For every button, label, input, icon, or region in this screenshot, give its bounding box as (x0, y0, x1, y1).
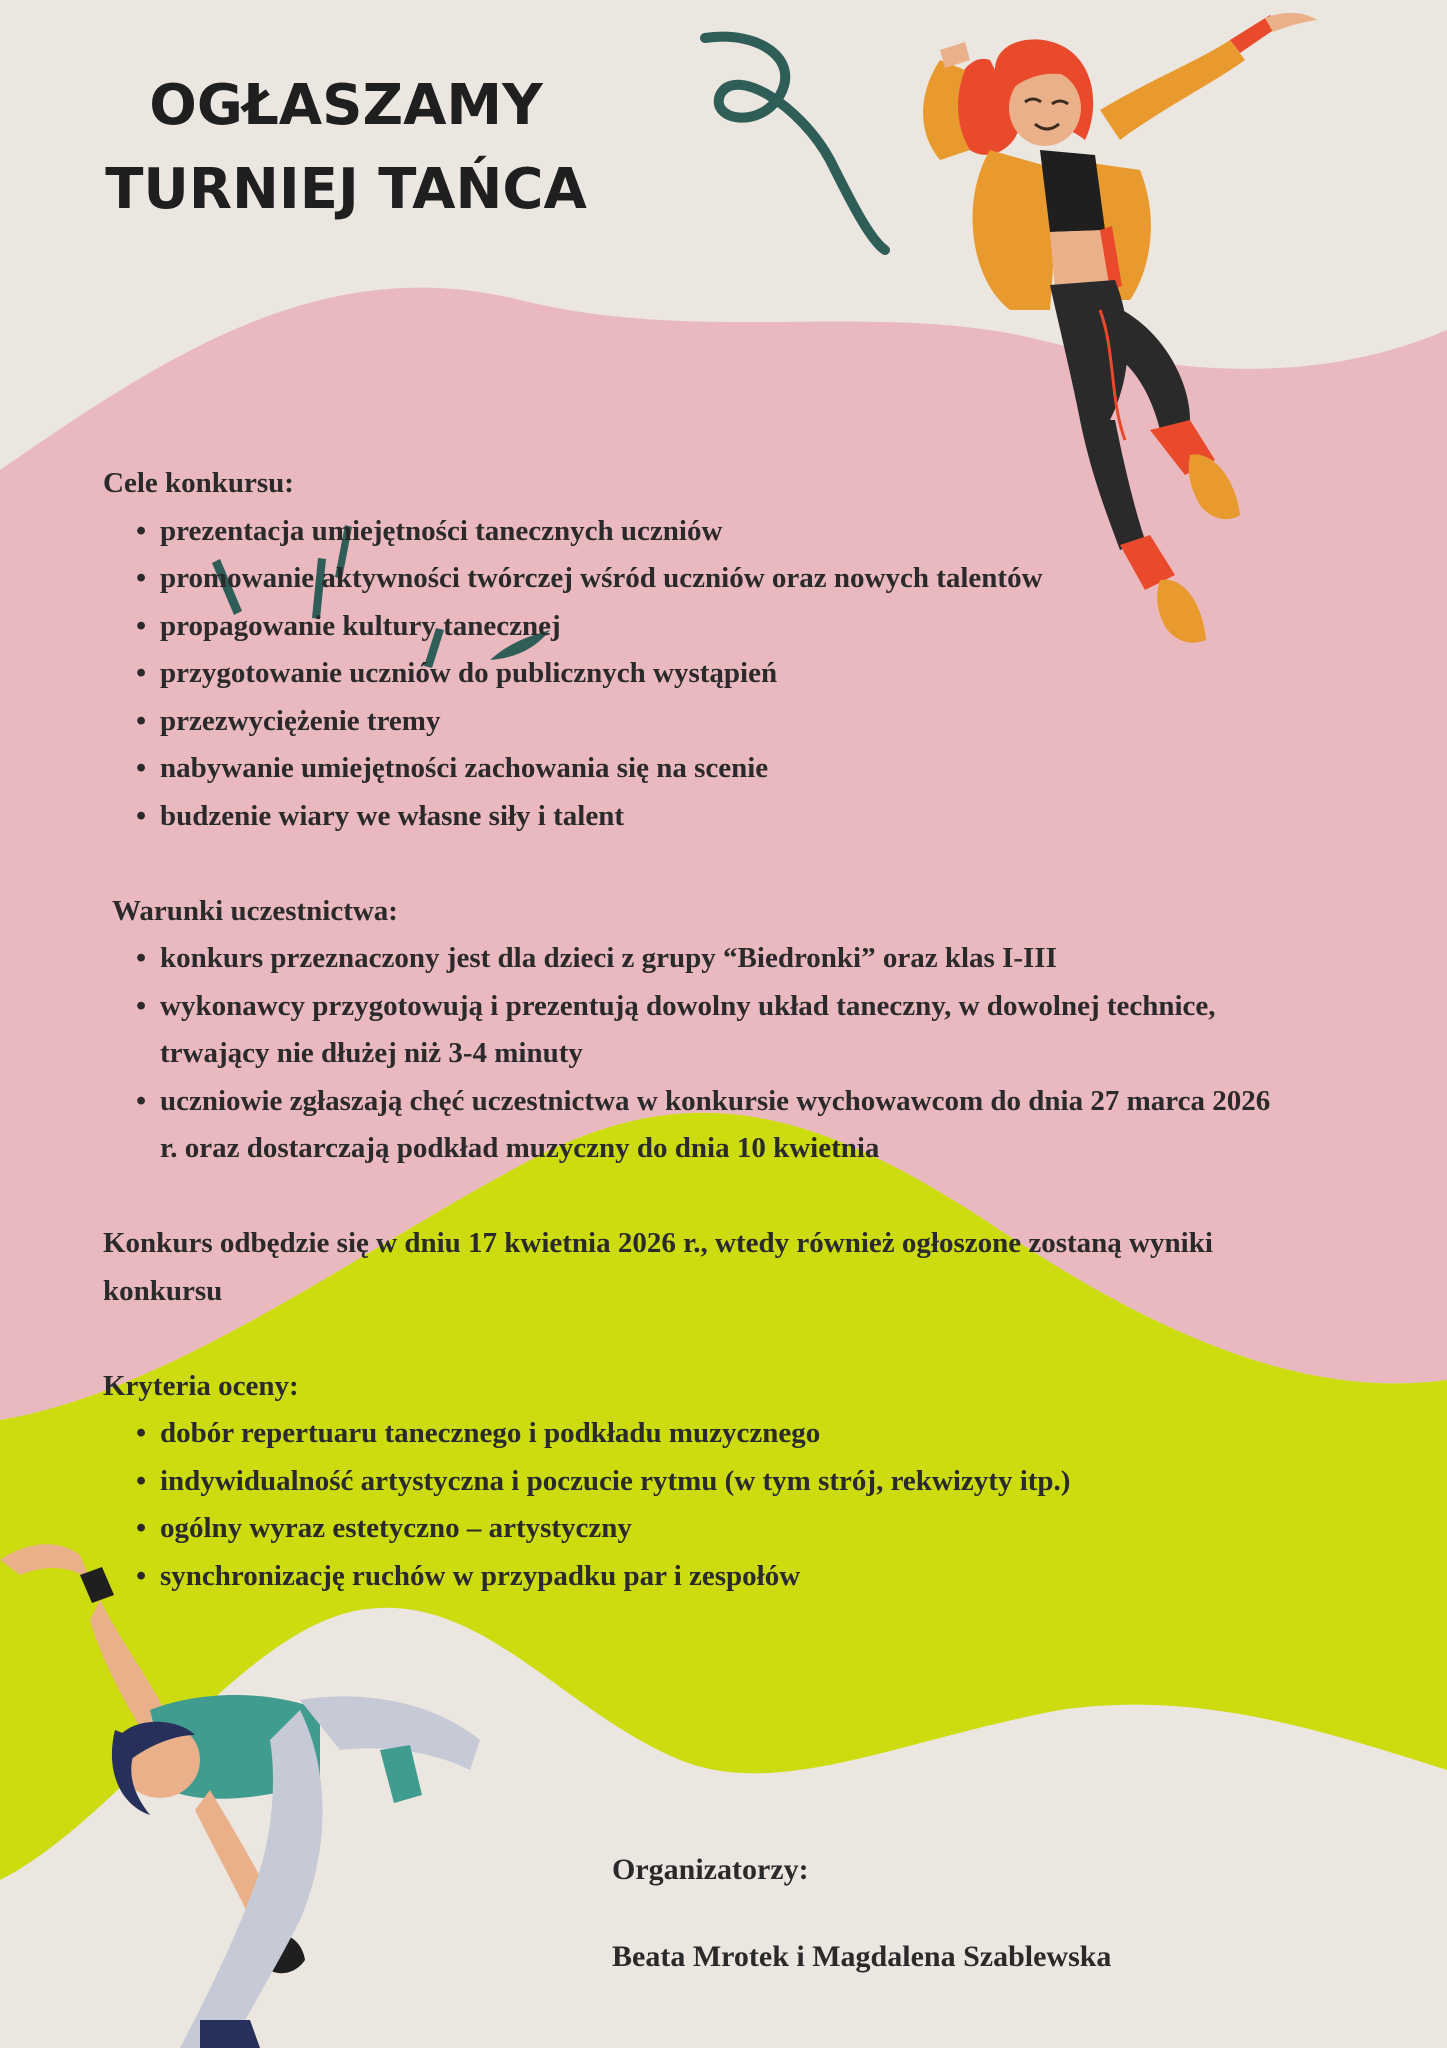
spacer (103, 1315, 1363, 1363)
goals-list-item: • propagowanie kultury tanecznej (160, 603, 1363, 651)
criteria-list-item: • dobór repertuaru tanecznego i podkładu muzycznego (160, 1410, 1363, 1458)
criteria-list-item: • ogólny wyraz estetyczno – artystyczny (160, 1505, 1363, 1553)
organizers-label: Organizatorzy: (612, 1853, 809, 1886)
event-date-note: Konkurs odbędzie się w dniu 17 kwietnia 2026 r., wtedy również ogłoszone zostaną wyniki konkursu (103, 1227, 1213, 1307)
announcement-content (103, 460, 1363, 1600)
title-line-1: OGŁASZAMY (149, 73, 543, 138)
conditions-list-item: • uczniowie zgłaszają chęć uczestnictwa w konkursie wychowawcom do dnia 27 marca 2026 r. oraz dostarczają podkład muzyczny do dnia 10 kwietnia (160, 1078, 1280, 1173)
goals-list-item: • przezwyciężenie tremy (160, 698, 1363, 746)
goals-list-item: • prezentacja umiejętności tanecznych uczniów (160, 508, 1363, 556)
criteria-list-item: • indywidualność artystyczna i poczucie rytmu (w tym strój, rekwizyty itp.) (160, 1458, 1363, 1506)
conditions-list-item: • konkurs przeznaczony jest dla dzieci z grupy “Biedronki” oraz klas I-III (160, 935, 1280, 983)
criteria-list (103, 1410, 1363, 1600)
goals-list (103, 508, 1363, 841)
goals-list-item: • promowanie aktywności twórczej wśród uczniów oraz nowych talentów (160, 555, 1363, 603)
conditions-heading: Warunki uczestnictwa: (112, 894, 398, 927)
conditions-list (103, 935, 1280, 1173)
goals-list-item: • nabywanie umiejętności zachowania się na scenie (160, 745, 1363, 793)
spacer (103, 840, 1363, 888)
criteria-heading: Kryteria oceny: (103, 1369, 299, 1402)
goals-list-item: • przygotowanie uczniów do publicznych wystąpień (160, 650, 1363, 698)
goals-heading: Cele konkursu: (103, 467, 294, 499)
page-title (96, 64, 596, 232)
organizers-names: Beata Mrotek i Magdalena Szablewska (612, 1940, 1112, 1973)
organizers-block (612, 1846, 1332, 1980)
conditions-list-item: • wykonawcy przygotowują i prezentują dowolny układ taneczny, w dowolnej technice, trwający nie dłużej niż 3-4 minuty (160, 983, 1280, 1078)
spacer (103, 1173, 1363, 1221)
title-line-2: TURNIEJ TAŃCA (105, 157, 587, 222)
swirl-ribbon-decoration (705, 37, 885, 250)
goals-list-item: • budzenie wiary we własne siły i talent (160, 793, 1363, 841)
criteria-list-item: • synchronizację ruchów w przypadku par i zespołów (160, 1553, 1363, 1601)
